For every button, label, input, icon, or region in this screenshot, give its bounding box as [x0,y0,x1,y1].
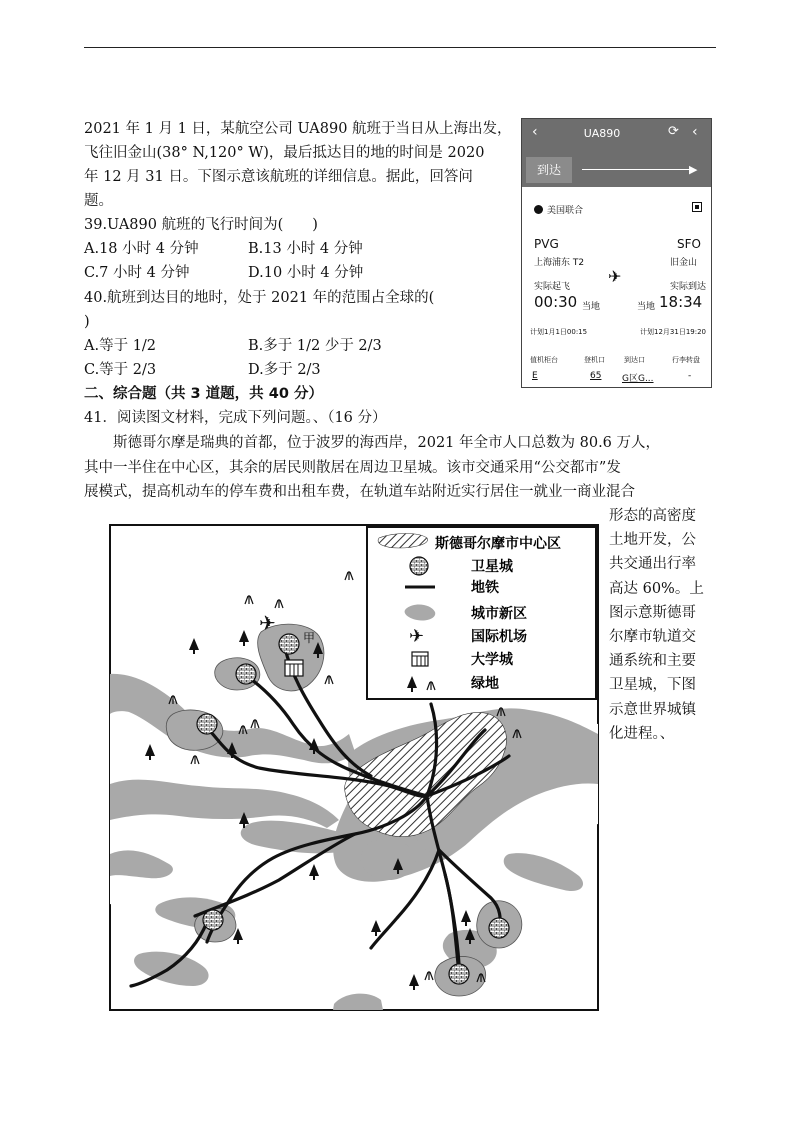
checkbox-icon[interactable] [692,202,702,212]
from-name: 上海浦东 T2 [534,258,585,268]
map-legend [367,527,596,699]
side-line: 高达 60%。上 [609,580,704,597]
q40-option-b: B.多于 1/2 少于 2/3 [248,338,382,354]
q39-option-c: C.7 小时 4 分钟 [84,265,190,281]
satellite-city-icon [197,714,217,734]
legend-airport-label: 国际机场 [471,629,527,645]
to-name: 旧金山 [670,258,698,268]
side-line: 尔摩市轨道交 [609,629,696,646]
q39-option-b: B.13 小时 4 分钟 [248,241,363,257]
side-line: 共交通出行率 [609,556,696,573]
university-icon [285,660,303,676]
planned-arr: 计划12月31日19:20 [640,328,706,336]
q40-stem: 40.航班到达目的地时，处于 2021 年的范围占全球的( [84,290,435,306]
val-arrive[interactable]: G区G... [622,374,654,384]
intro-line-3: 年 12 月 31 日。下图示意该航班的详细信息。据此，回答问 [84,169,473,185]
satellite-city-icon [449,964,469,984]
intro-line-4: 题。 [84,193,113,209]
share-icon[interactable]: ‹ [692,124,698,140]
col-gate: 登机口 [584,356,605,364]
q40-option-d: D.多于 2/3 [248,362,321,378]
q40-option-a: A.等于 1/2 [84,338,157,354]
q39-stem: 39.UA890 航班的飞行时间为( ) [84,217,318,233]
arr-local: 当地 [637,302,656,312]
legend-satellite-label: 卫星城 [471,559,513,575]
airplane-icon: ✈ [608,267,622,286]
refresh-icon[interactable]: ⟳ [668,124,679,139]
legend-satellite-icon [410,557,428,575]
legend-green-label: 绿地 [471,676,499,692]
legend-university-label: 大学城 [471,652,513,668]
val-gate[interactable]: 65 [590,371,602,381]
arrow-head-icon: ▶ [689,163,698,176]
legend-center-label: 斯德哥尔摩市中心区 [435,536,561,552]
q41-side-text [609,504,709,746]
to-code: SFO [677,237,701,251]
legend-university-icon [412,652,428,666]
jia-label: 甲 [303,631,316,645]
side-line: 卫星城，下图 [609,677,696,694]
back-icon[interactable]: ‹ [532,124,538,140]
col-checkin: 值机柜台 [530,356,558,364]
side-line: 图示意斯德哥 [609,604,696,621]
from-code: PVG [534,237,559,251]
arr-label: 实际到达 [670,282,707,292]
q39-option-d: D.10 小时 4 分钟 [248,265,364,281]
val-checkin[interactable]: E [532,371,538,381]
satellite-city-icon [236,664,256,684]
arr-time: 18:34 [659,293,703,311]
flight-info-card [521,118,712,388]
col-baggage: 行李转盘 [672,356,700,364]
q40-stem-end: ) [84,314,90,330]
val-baggage: - [688,371,692,381]
dep-label: 实际起飞 [534,282,571,292]
col-arrive: 到达口 [624,356,645,364]
section-title: 二、综合题（共 3 道题，共 40 分） [84,386,323,402]
side-line: 形态的高密度 [609,508,696,524]
intro-line-1: 2021 年 1 月 1 日，某航空公司 UA890 航班于当日从上海出发， [84,121,512,137]
header-rule [84,47,716,48]
q41-para-line-3: 展模式，提高机动车的停车费和出租车费，在轨道车站附近实行居住一就业一商业混合 [84,484,635,500]
dep-local: 当地 [582,302,601,312]
stockholm-rail-map [109,524,599,1011]
card-title: UA890 [583,127,621,140]
q41-stem: 41．阅读图文材料，完成下列问题。、（16 分） [84,410,387,426]
satellite-city-icon [489,918,509,938]
airline-name: 美国联合 [547,206,584,216]
legend-subway-label: 地铁 [471,580,499,596]
side-line: 化进程。、 [609,725,675,742]
q39-option-a: A.18 小时 4 分钟 [84,241,199,257]
q41-para-line-1: 斯德哥尔摩是瑞典的首都，位于波罗的海西岸，2021 年全市人口总数为 80.6 万人， [113,435,661,451]
intro-line-2: 飞往旧金山(38° N,120° W)，最后抵达目的地的时间是 2020 [84,145,485,161]
side-line: 示意世界城镇 [609,701,696,718]
dep-time: 00:30 [534,293,578,311]
legend-airport-icon: ✈ [409,626,425,647]
satellite-city-icon [203,910,223,930]
airline-row [534,203,583,216]
progress-arrow [582,169,694,170]
q41-para-line-2: 其中一半住在中心区，其余的居民则散居在周边卫星城。该市交通采用“公交都市”发 [84,460,621,476]
side-line: 通系统和主要 [609,653,696,670]
side-line: 土地开发，公 [609,532,696,549]
tab-arrival[interactable]: 到达 [526,157,572,183]
airport-icon: ✈ [259,611,276,635]
q40-option-c: C.等于 2/3 [84,362,157,378]
planned-dep: 计划1月1日00:15 [530,328,588,336]
satellite-city-icon [279,634,299,654]
legend-new-district-label: 城市新区 [471,606,527,622]
airline-logo-icon [534,205,543,214]
